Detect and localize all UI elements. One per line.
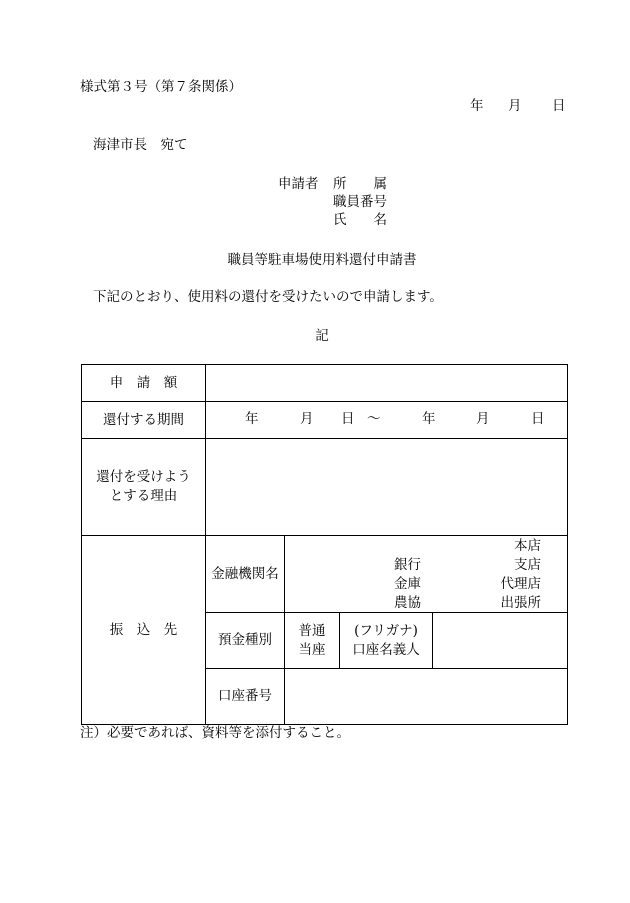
body-text: 下記のとおり、使用料の還付を受けたいので申請します。 — [93, 289, 443, 305]
footnote: 注）必要であれば、資料等を添付すること。 — [80, 725, 350, 741]
period-from-year: 年 — [245, 411, 259, 427]
deposit-type-ordinary: 普通 — [298, 622, 326, 639]
period-label: 還付する期間 — [82, 402, 206, 439]
reason-row — [82, 439, 568, 536]
holder-label: 口座名義人 — [352, 641, 420, 658]
transfer-label: 振 込 先 — [82, 536, 206, 725]
account-number-value-cell — [285, 669, 568, 725]
institution-label: 金融機関名 — [206, 536, 285, 613]
period-to-month: 月 — [476, 411, 490, 427]
institution-value-cell — [285, 536, 568, 613]
institution-value — [285, 536, 567, 612]
amount-value-cell — [206, 365, 568, 402]
addressee: 海津市長 宛て — [93, 137, 188, 153]
period-row — [82, 402, 568, 439]
applicant-staff-number: 職員番号 — [333, 194, 387, 210]
document-title: 職員等駐車場使用料還付申請書 — [227, 252, 417, 268]
institution-sub-office: 出張所 — [500, 595, 541, 611]
ki-heading: 記 — [315, 328, 329, 344]
account-number-label: 口座番号 — [206, 669, 285, 725]
holder-label-cell — [340, 613, 433, 669]
institution-head-office: 本店 — [514, 538, 541, 554]
institution-row — [82, 536, 568, 613]
amount-row — [82, 365, 568, 402]
deposit-type-current: 当座 — [298, 641, 326, 658]
applicant-label: 申請者 — [278, 176, 319, 192]
period-to-day: 日 — [531, 411, 545, 427]
applicant-affiliation: 所 属 — [333, 176, 387, 192]
furigana-label: (フリガナ) — [354, 622, 418, 639]
date-day: 日 — [552, 98, 566, 114]
holder-value-cell — [433, 613, 568, 669]
applicant-name: 氏 名 — [333, 212, 387, 228]
date-month: 月 — [508, 98, 522, 114]
application-table — [81, 364, 568, 725]
institution-agency: 代理店 — [500, 576, 541, 592]
reason-value-cell — [206, 439, 568, 536]
period-value-cell — [206, 402, 568, 439]
form-number: 様式第３号（第７条関係） — [80, 79, 242, 95]
period-to-year: 年 — [422, 411, 436, 427]
period-value — [206, 402, 567, 438]
institution-branch: 支店 — [514, 557, 541, 573]
period-from-month: 月 — [300, 411, 314, 427]
amount-label: 申 請 額 — [82, 365, 206, 402]
reason-label — [82, 439, 206, 536]
deposit-types — [285, 613, 340, 669]
institution-shinkin: 金庫 — [394, 576, 421, 592]
period-from-day: 日 — [341, 411, 355, 427]
date-year: 年 — [470, 98, 484, 114]
institution-bank: 銀行 — [394, 557, 421, 573]
reason-label-line-2: とする理由 — [109, 488, 178, 504]
reason-label-line-1: 還付を受けよう — [96, 469, 191, 485]
period-separator: ～ — [367, 411, 381, 427]
institution-nokyo: 農協 — [394, 595, 421, 611]
deposit-type-label: 預金種別 — [206, 613, 285, 669]
